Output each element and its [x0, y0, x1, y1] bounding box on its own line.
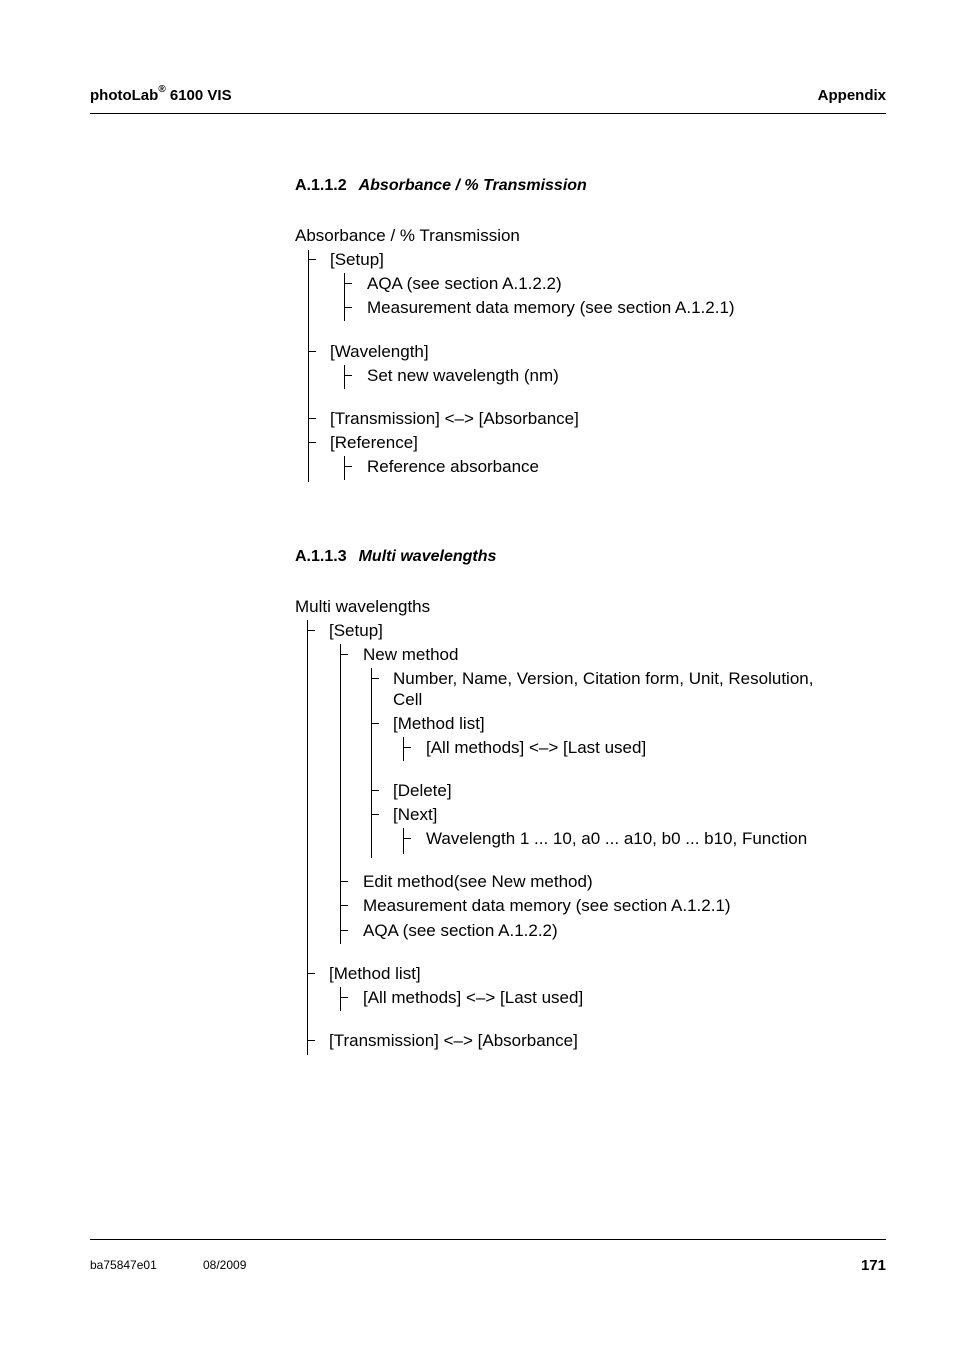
tree-item: AQA (see section A.1.2.2)	[363, 921, 558, 940]
tree-item: AQA (see section A.1.2.2)	[367, 274, 562, 293]
tree-item: Set new wavelength (nm)	[367, 366, 559, 385]
tree-item: [All methods] <–> [Last used]	[426, 738, 647, 757]
tree-item: Edit method(see New method)	[363, 872, 593, 891]
tree-item: Wavelength 1 ... 10, a0 ... a10, b0 ... b10, Function	[426, 829, 808, 848]
tree-item: [All methods] <–> [Last used]	[363, 988, 584, 1007]
tree-item: [Transmission] <–> [Absorbance]	[329, 1031, 578, 1050]
tree-item: Number, Name, Version, Citation form, Unit, Resolution,	[393, 669, 814, 688]
tree-item: [Method list]	[329, 964, 421, 983]
tree-item: Measurement data memory (see section A.1.2.1)	[363, 896, 731, 915]
tree-item: Cell	[393, 690, 423, 709]
tree-item: [Next]	[393, 805, 438, 824]
tree-item: [Transmission] <–> [Absorbance]	[330, 409, 579, 428]
page-number: 171	[860, 1257, 886, 1274]
header-rule	[90, 113, 886, 114]
tree-item: [Setup]	[330, 250, 384, 269]
tree-item: Measurement data memory (see section A.1.2.1)	[367, 298, 735, 317]
section-heading: A.1.1.2 Absorbance / % Transmission	[295, 177, 587, 194]
tree-root: Multi wavelengths	[295, 597, 431, 616]
tree-item: [Delete]	[393, 781, 452, 800]
tree-root: Absorbance / % Transmission	[295, 226, 520, 245]
tree-item: New method	[363, 645, 459, 664]
tree-item: [Method list]	[393, 714, 485, 733]
section-heading: A.1.1.3 Multi wavelengths	[295, 548, 497, 565]
tree-item: [Wavelength]	[330, 342, 429, 361]
header-section: Appendix	[817, 87, 886, 104]
tree-item: [Setup]	[329, 621, 383, 640]
footer-rule	[90, 1239, 886, 1240]
footer-doc-id: ba75847e01	[90, 1258, 157, 1272]
tree-item: [Reference]	[330, 433, 418, 452]
tree-item: Reference absorbance	[367, 457, 540, 476]
header-product: photoLab® 6100 VIS	[90, 84, 232, 104]
footer-date: 08/2009	[203, 1258, 247, 1272]
